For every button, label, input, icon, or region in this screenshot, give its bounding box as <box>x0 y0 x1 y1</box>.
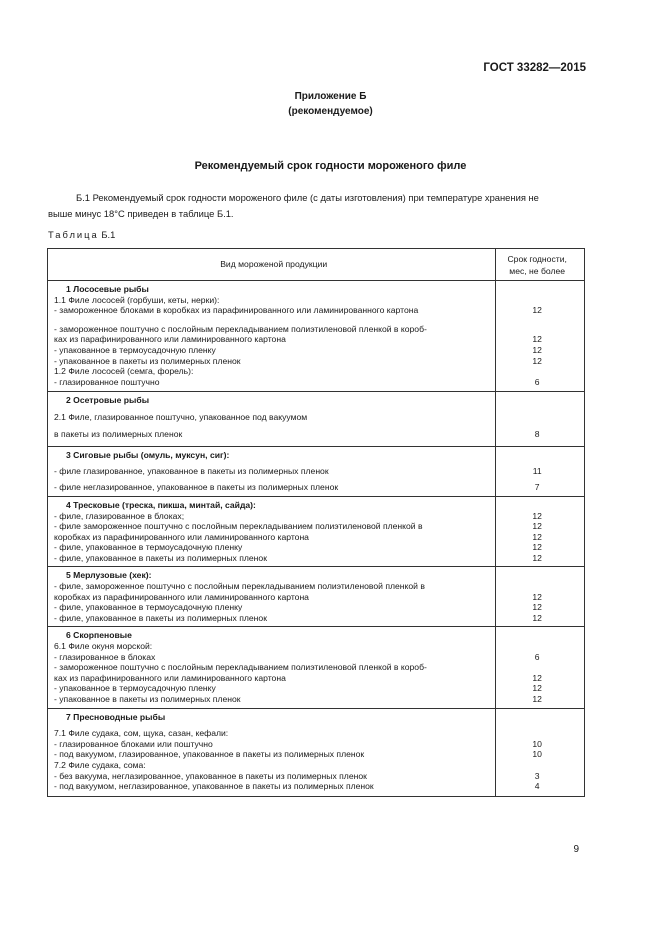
row-text: - упакованное в термоусадочную пленку <box>54 344 216 355</box>
row-text: - глазированное в блоках <box>54 651 156 662</box>
shelf-life-value: 12 <box>532 521 542 532</box>
shelf-life-value: 10 <box>532 749 542 760</box>
row-text: коробках из парафинированного или ламинированного картона <box>54 591 309 602</box>
table-caption-number: Б.1 <box>101 229 116 240</box>
col2-line2: мес, не более <box>509 265 566 276</box>
appendix-title: Приложение Б <box>294 91 367 102</box>
standard-number: ГОСТ 33282—2015 <box>483 62 586 74</box>
shelf-life-value: 12 <box>532 355 542 366</box>
shelf-life-value: 6 <box>534 376 540 387</box>
table-row-section-2 <box>48 392 585 447</box>
shelf-life-value: 3 <box>534 770 540 781</box>
column-header-product: Вид мороженой продукции <box>48 249 496 281</box>
row-text: 7.2 Филе судака, сома: <box>54 759 146 770</box>
row-text: - без вакуума, неглазированное, упакованное в пакеты из полимерных пленок <box>54 770 367 781</box>
shelf-life-value: 12 <box>532 552 542 563</box>
row-text: - замороженное блоками в коробках из парафинированного или ламинированного картона <box>54 305 419 316</box>
section-title: 5 Мерлузовые (хек): <box>66 570 152 581</box>
row-text: коробках из парафинированного или ламинированного картона <box>54 531 309 542</box>
row-text: 1.1 Филе лососей (горбуши, кеты, нерки): <box>54 294 220 305</box>
shelf-life-value: 12 <box>532 510 542 521</box>
table-row-section-5 <box>48 567 585 627</box>
table-row-section-3 <box>48 447 585 497</box>
row-text: - филе глазированное, упакованное в пакеты из полимерных пленок <box>54 465 329 476</box>
section-title: 7 Пресноводные рыбы <box>66 711 166 722</box>
shelf-life-value: 12 <box>532 334 542 345</box>
row-text: ках из парафинированного или ламинированного картона <box>54 334 286 345</box>
section-title: 3 Сиговые рыбы (омуль, муксун, сиг): <box>66 450 230 461</box>
shelf-life-value: 12 <box>532 694 542 704</box>
intro-line-2: выше минус 18°С приведен в таблице Б.1. <box>48 208 234 219</box>
shelf-life-value: 12 <box>532 602 542 613</box>
row-text: - глазированное блоками или поштучно <box>54 738 213 749</box>
table-row-section-7 <box>48 708 585 796</box>
row-text: - филе, упакованное в термоусадочную пленку <box>54 602 243 613</box>
appendix-note: (рекомендуемое) <box>288 106 373 117</box>
document-title: Рекомендуемый срок годности мороженого филе <box>194 160 467 172</box>
shelf-life-value: 12 <box>532 531 542 542</box>
column-header-shelf-life <box>496 249 585 281</box>
row-text: - упакованное в термоусадочную пленку <box>54 683 216 694</box>
shelf-life-value: 6 <box>534 651 540 662</box>
row-text: - замороженное поштучно с послойным перекладыванием полиэтиленовой пленкой в короб- <box>54 662 427 673</box>
row-text: - упакованное в пакеты из полимерных пленок <box>54 355 241 366</box>
intro-paragraph <box>48 190 584 222</box>
shelf-life-value: 10 <box>532 738 542 749</box>
row-text: в пакеты из полимерных пленок <box>54 428 183 439</box>
shelf-life-value: 11 <box>532 465 542 476</box>
shelf-life-value: 12 <box>532 612 542 623</box>
row-text: - глазированное поштучно <box>54 376 160 387</box>
shelf-life-value: 12 <box>532 591 542 602</box>
section-title: 4 Тресковые (треска, пикша, минтай, сайда): <box>66 499 256 510</box>
shelf-life-value: 12 <box>532 305 542 316</box>
row-text: - филе неглазированное, упакованное в пакеты из полимерных пленок <box>54 482 339 493</box>
page-number: 9 <box>573 844 579 855</box>
shelf-life-value: 12 <box>532 683 542 694</box>
row-text: 7.1 Филе судака, сом, щука, сазан, кефали: <box>54 728 229 739</box>
row-text: - филе, упакованное в пакеты из полимерных пленок <box>54 552 267 563</box>
table-caption <box>48 229 115 240</box>
row-text: 2.1 Филе, глазированное поштучно, упакованное под вакуумом <box>54 411 308 422</box>
shelf-life-value: 12 <box>532 344 542 355</box>
shelf-life-table <box>47 248 585 797</box>
shelf-life-value: 8 <box>534 428 540 439</box>
row-text: - филе, упакованное в термоусадочную пленку <box>54 542 243 553</box>
shelf-life-value: 12 <box>532 542 542 553</box>
table-header-row <box>48 249 585 281</box>
row-text: - под вакуумом, неглазированное, упакованное в пакеты из полимерных пленок <box>54 781 374 792</box>
table-row-section-6 <box>48 627 585 708</box>
row-text: - филе, замороженное поштучно с послойным перекладыванием полиэтиленовой пленкой в <box>54 581 425 592</box>
section-title: 6 Скорпеновые <box>66 630 132 641</box>
shelf-life-value: 7 <box>534 482 540 493</box>
row-text: - замороженное поштучно с послойным перекладыванием полиэтиленовой пленкой в короб- <box>54 323 427 334</box>
intro-line-1: Б.1 Рекомендуемый срок годности мороженого филе (с даты изготовления) при температуре хранения не <box>76 192 539 203</box>
section-title: 1 Лососевые рыбы <box>66 284 149 294</box>
col2-line1: Срок годности, <box>507 253 567 264</box>
row-text: 6.1 Филе окуня морской: <box>54 641 153 652</box>
table-row-section-4 <box>48 496 585 567</box>
row-text: - упакованное в пакеты из полимерных пленок <box>54 694 241 704</box>
shelf-life-value: 12 <box>532 672 542 683</box>
table-caption-word: Таблица <box>48 229 99 240</box>
row-text: - филе, упакованное в пакеты из полимерных пленок <box>54 612 267 623</box>
row-text: - филе замороженное поштучно с послойным перекладыванием полиэтиленовой пленкой в <box>54 521 423 532</box>
row-text: ках из парафинированного или ламинированного картона <box>54 672 286 683</box>
section-title: 2 Осетровые рыбы <box>66 395 150 406</box>
table-row-section-1 <box>48 281 585 392</box>
shelf-life-value: 4 <box>534 781 540 792</box>
row-text: 1.2 Филе лососей (семга, форель): <box>54 366 194 377</box>
row-text: - филе, глазированное в блоках; <box>54 510 185 521</box>
row-text: - под вакуумом, глазированное, упакованное в пакеты из полимерных пленок <box>54 749 365 760</box>
